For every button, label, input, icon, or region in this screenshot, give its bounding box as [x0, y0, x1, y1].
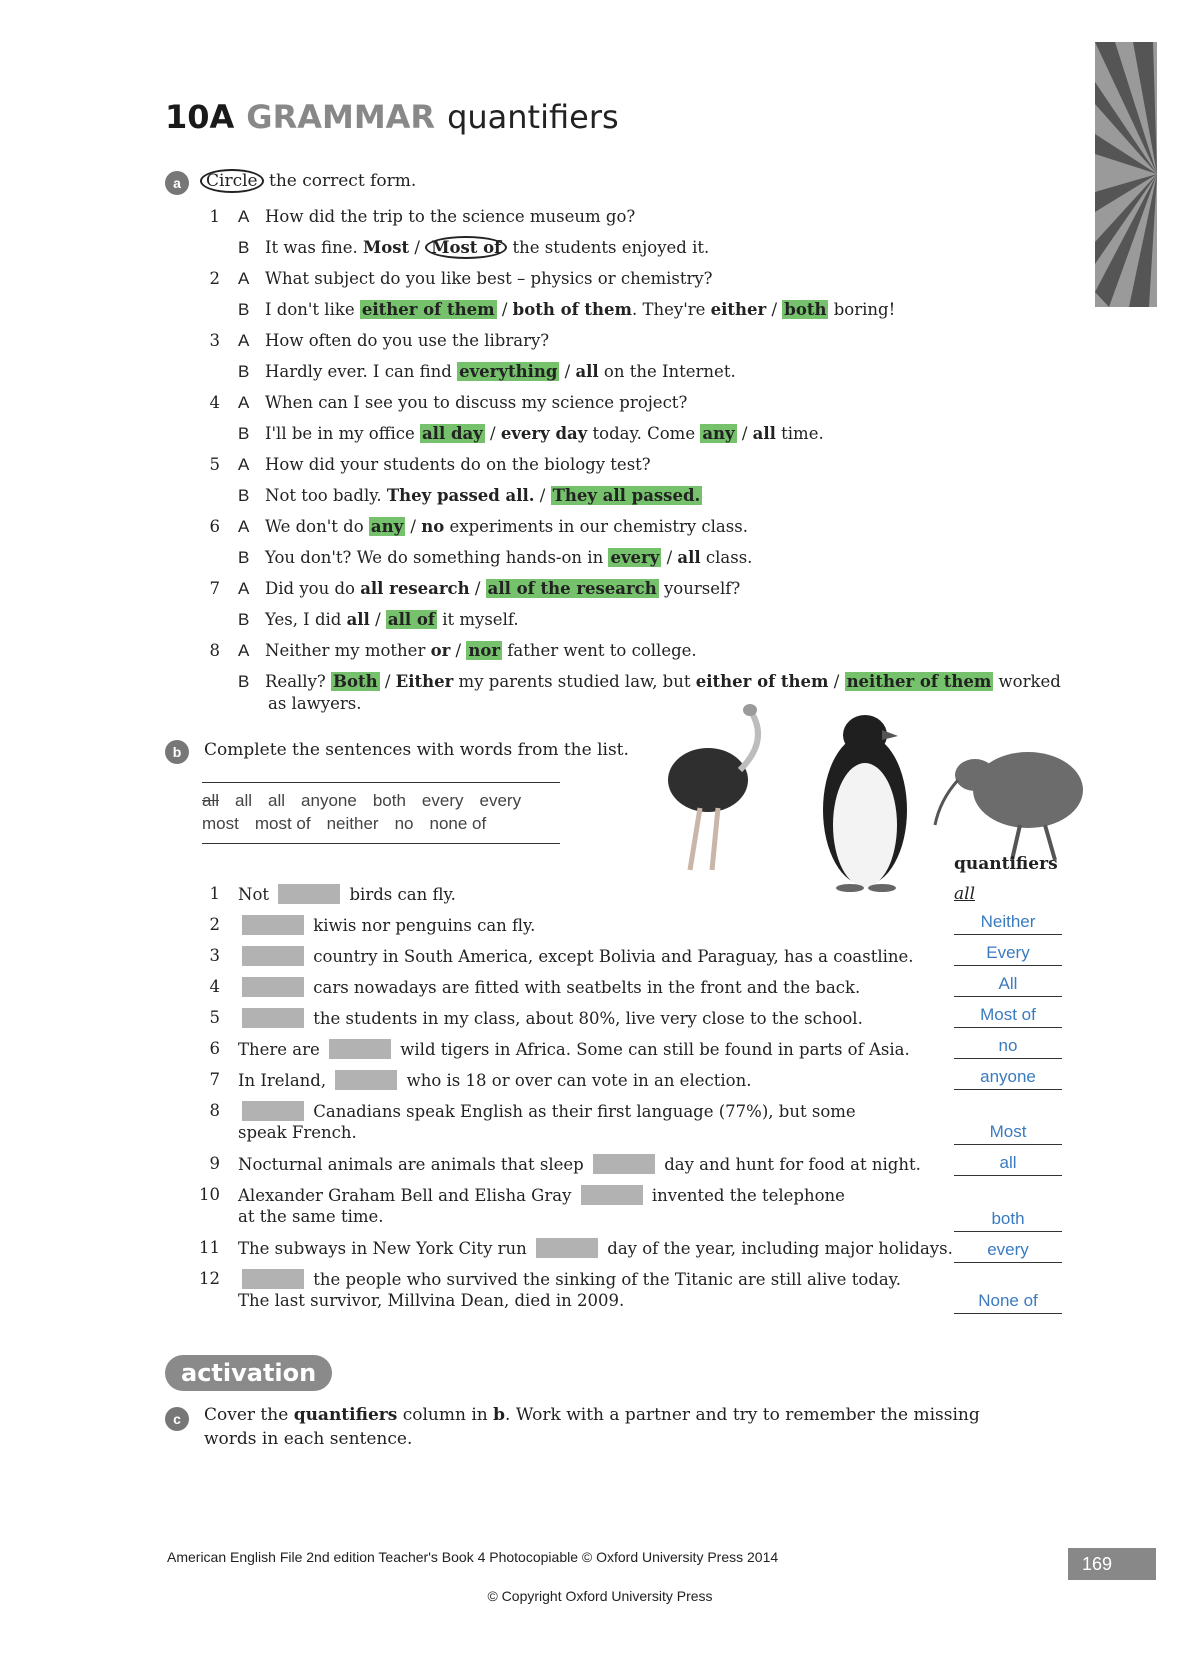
sentence-text: / [766, 300, 783, 319]
blank-gap [581, 1185, 643, 1205]
sentence-text: You don't? We do something hands-on in [265, 548, 609, 567]
exercise-b-badge: b [165, 740, 189, 764]
blank-gap [329, 1039, 391, 1059]
activation-label: activation [165, 1355, 332, 1391]
speaker-b: B [238, 486, 250, 505]
speaker-b: B [238, 672, 250, 691]
blank-gap [242, 946, 304, 966]
sentence-text: worked [993, 672, 1061, 691]
speaker-b: B [238, 362, 250, 381]
sentence-text: country in South America, except Bolivia and Paraguay, has a coastline. [308, 947, 914, 966]
line-b [265, 300, 895, 320]
sentence-text: The subways in New York City run [238, 1239, 533, 1258]
answer-entry: all [954, 1153, 1062, 1176]
sentence-text: who is 18 or over can vote in an election. [401, 1071, 752, 1090]
sentence-text: Not too badly. [265, 486, 387, 505]
sentence-text: my parents studied law, but [453, 672, 696, 691]
blank-gap [242, 977, 304, 997]
answer-entry: no [954, 1036, 1062, 1059]
word-list-item: neither [326, 814, 379, 833]
sentence-text: / [559, 362, 576, 381]
word-list-item: both [372, 791, 406, 810]
highlighted-answer: either of them [361, 300, 495, 319]
line-a: When can I see you to discuss my science project? [265, 393, 688, 412]
sentence-line [238, 1238, 953, 1259]
copyright-notice: © Copyright Oxford University Press [487, 1588, 713, 1604]
sentence-text: column in [397, 1405, 494, 1425]
sentence-text: Really? [265, 672, 331, 691]
option-text: Most [362, 238, 410, 257]
sentence-text: time. [775, 424, 824, 443]
sentence-text: I'll be in my office [265, 424, 420, 443]
blank-gap [242, 915, 304, 935]
sunburst-decoration [1095, 42, 1157, 307]
speaker-b: B [238, 424, 250, 443]
highlighted-answer: all of [387, 610, 435, 629]
answer-entry: All [954, 974, 1062, 997]
speaker-a: A [238, 579, 250, 598]
quantifiers-heading: quantifiers [954, 854, 1058, 874]
sentence-line [238, 1070, 751, 1091]
speaker-a: A [238, 393, 250, 412]
instruction-text: the correct form. [263, 171, 417, 191]
sentence-text: day and hunt for food at night. [658, 1155, 921, 1174]
sentence-text: / [828, 672, 845, 691]
option-text: quantifiers [293, 1405, 398, 1425]
exercise-a-badge: a [165, 171, 189, 195]
sentence-text: invented the telephone [646, 1186, 845, 1205]
option-text: all [575, 362, 599, 381]
line-a [265, 579, 740, 599]
sentence-line [238, 1101, 856, 1122]
sentence-text: Hardly ever. I can find [265, 362, 458, 381]
sentence-text: the people who survived the sinking of the Titanic are still alive today. [308, 1270, 902, 1289]
highlighted-answer: both [784, 300, 827, 319]
word-list-item: all [202, 791, 220, 810]
word-list-item: all [268, 791, 286, 810]
word-list-item: most [202, 814, 239, 833]
line-b [265, 424, 824, 444]
option-text: all [752, 424, 776, 443]
topic-label: quantifiers [447, 98, 619, 136]
option-text: They passed all. [386, 486, 535, 505]
sentence-text: the students in my class, about 80%, live very close to the school. [308, 1009, 863, 1028]
sentence-line [238, 1039, 910, 1060]
line-b [265, 486, 702, 506]
line-a: What subject do you like best – physics or chemistry? [265, 269, 713, 288]
sentence-text: wild tigers in Africa. Some can still be found in parts of Asia. [395, 1040, 910, 1059]
circle-word: Circle [200, 169, 264, 193]
answer-entry: Most [954, 1122, 1062, 1145]
sentence-text: Cover the [204, 1405, 294, 1425]
sentence-text: birds can fly. [344, 885, 456, 904]
sentence-text: It was fine. [265, 238, 363, 257]
kiwi-image [935, 752, 1083, 860]
speaker-a: A [238, 331, 250, 350]
speaker-a: A [238, 455, 250, 474]
word-list-box [202, 782, 560, 844]
sentence-number: 1 [209, 884, 220, 903]
sentence-number: 9 [209, 1154, 220, 1173]
sentence-text: We don't do [265, 517, 369, 536]
answer-entry: Neither [954, 912, 1062, 935]
sentence-text: Did you do [265, 579, 361, 598]
sentence-line [238, 1269, 901, 1290]
sentence-text: In Ireland, [238, 1071, 332, 1090]
sentence-text: Yes, I did [265, 610, 347, 629]
highlighted-answer: everything [459, 362, 558, 381]
line-a: How did your students do on the biology test? [265, 455, 651, 474]
word-list-line-2 [202, 814, 502, 834]
sentence-text: / [736, 424, 753, 443]
circled-answer: Most of [425, 236, 507, 259]
section-label: GRAMMAR [246, 98, 436, 136]
line-b [265, 362, 736, 382]
sentence-text: / [661, 548, 678, 567]
sentence-text: the students enjoyed it. [507, 238, 710, 257]
footer-text: American English File 2nd edition Teacher's Book 4 Photocopiable © Oxford University Press 2014 [167, 1549, 779, 1565]
sentence-text: Not [238, 885, 275, 904]
highlighted-answer: all of the research [487, 579, 657, 598]
highlighted-answer: nor [468, 641, 501, 660]
ostrich-image [668, 704, 758, 870]
blank-gap [593, 1154, 655, 1174]
highlighted-answer: neither of them [846, 672, 992, 691]
sentence-text: today. Come [587, 424, 701, 443]
sentence-number: 6 [209, 1039, 220, 1058]
item-number: 4 [209, 393, 220, 412]
sentence-text: on the Internet. [598, 362, 736, 381]
line-b-continued: as lawyers. [268, 694, 362, 713]
sentence-line [238, 884, 456, 905]
option-text: both of them [512, 300, 632, 319]
speaker-a: A [238, 517, 250, 536]
highlighted-answer: any [702, 424, 735, 443]
sentence-text: father went to college. [502, 641, 697, 660]
exercise-c-instruction-line-2: words in each sentence. [204, 1429, 413, 1449]
sentence-text: I don't like [265, 300, 360, 319]
item-number: 7 [209, 579, 220, 598]
page-number: 169 [1068, 1548, 1156, 1580]
sentence-number: 5 [209, 1008, 220, 1027]
sentence-text: / [369, 610, 386, 629]
word-list-item: no [394, 814, 414, 833]
sentence-line-continued: at the same time. [238, 1207, 384, 1226]
word-list-item: every [479, 791, 522, 810]
option-text: either of them [695, 672, 829, 691]
option-text: or [430, 641, 451, 660]
highlighted-answer: any [370, 517, 404, 536]
sentence-text: / [405, 517, 422, 536]
line-a: How often do you use the library? [265, 331, 550, 350]
option-text: either [710, 300, 767, 319]
line-b [265, 672, 1061, 692]
sentence-text: . Work with a partner and try to remember the missing [505, 1405, 980, 1425]
sentence-text: / [496, 300, 513, 319]
sentence-line-continued: The last survivor, Millvina Dean, died in 2009. [238, 1291, 625, 1310]
sentence-number: 11 [199, 1238, 220, 1257]
sentence-text: cars nowadays are fitted with seatbelts in the front and the back. [308, 978, 861, 997]
option-text: all research [360, 579, 470, 598]
blank-gap [278, 884, 340, 904]
example-answer: all [954, 884, 976, 904]
word-list-item: all [235, 791, 253, 810]
word-list-line-1 [202, 791, 537, 811]
option-text: every day [500, 424, 588, 443]
item-number: 6 [209, 517, 220, 536]
sentence-text: day of the year, including major holidays. [602, 1239, 953, 1258]
item-number: 1 [209, 207, 220, 226]
penguin-image [823, 715, 907, 892]
line-a [265, 517, 748, 537]
item-number: 8 [209, 641, 220, 660]
option-text: all [677, 548, 701, 567]
highlighted-answer: every [610, 548, 660, 567]
blank-gap [242, 1269, 304, 1289]
word-list-item: none of [429, 814, 487, 833]
sentence-line [238, 1154, 921, 1175]
speaker-a: A [238, 207, 250, 226]
sentence-line [238, 1185, 845, 1206]
sentence-line [238, 977, 860, 998]
sentence-text: / [534, 486, 551, 505]
sentence-text: kiwis nor penguins can fly. [308, 916, 536, 935]
sentence-text: / [484, 424, 501, 443]
highlighted-answer: Both [333, 672, 378, 691]
sentence-text: boring! [828, 300, 896, 319]
sentence-number: 7 [209, 1070, 220, 1089]
blank-gap [335, 1070, 397, 1090]
highlighted-answer: They all passed. [552, 486, 701, 505]
sentence-text: . They're [632, 300, 711, 319]
option-text: all [346, 610, 370, 629]
sentence-text: Neither my mother [265, 641, 431, 660]
sentence-line-continued: speak French. [238, 1123, 357, 1142]
word-list-item: every [421, 791, 464, 810]
sentence-line [238, 915, 535, 936]
sentence-text: experiments in our chemistry class. [444, 517, 748, 536]
sentence-line [238, 946, 914, 967]
option-text: b [493, 1405, 506, 1425]
exercise-b-instruction: Complete the sentences with words from the list. [204, 740, 629, 760]
exercise-c-badge: c [165, 1407, 189, 1431]
item-number: 3 [209, 331, 220, 350]
speaker-b: B [238, 300, 250, 319]
option-text: Either [395, 672, 454, 691]
answer-entry: Every [954, 943, 1062, 966]
speaker-b: B [238, 548, 250, 567]
sentence-number: 4 [209, 977, 220, 996]
sentence-text: Canadians speak English as their first language (77%), but some [308, 1102, 856, 1121]
answer-entry: Most of [954, 1005, 1062, 1028]
answer-entry: anyone [954, 1067, 1062, 1090]
sentence-text: Nocturnal animals are animals that sleep [238, 1155, 589, 1174]
line-a: How did the trip to the science museum go? [265, 207, 636, 226]
answer-entry: both [954, 1209, 1062, 1232]
page-title [165, 98, 619, 136]
sentence-text: it myself. [436, 610, 519, 629]
sentence-line [238, 1008, 863, 1029]
unit-code: 10A [165, 98, 235, 136]
answer-entry: None of [954, 1291, 1062, 1314]
sentence-text: Alexander Graham Bell and Elisha Gray [238, 1186, 577, 1205]
blank-gap [242, 1101, 304, 1121]
word-list-item: anyone [301, 791, 357, 810]
speaker-a: A [238, 641, 250, 660]
line-b [265, 548, 752, 568]
answer-entry: every [954, 1240, 1062, 1263]
sentence-number: 3 [209, 946, 220, 965]
sentence-text: / [409, 238, 426, 257]
speaker-b: B [238, 610, 250, 629]
line-b [265, 610, 519, 630]
sentence-text: / [469, 579, 486, 598]
word-list-item: most of [254, 814, 311, 833]
line-a [265, 641, 697, 661]
blank-gap [242, 1008, 304, 1028]
sentence-text: There are [238, 1040, 326, 1059]
sentence-text: / [379, 672, 396, 691]
sentence-number: 12 [199, 1269, 220, 1288]
item-number: 2 [209, 269, 220, 288]
sentence-number: 10 [199, 1185, 220, 1204]
exercise-a-instruction [200, 171, 416, 191]
sentence-number: 8 [209, 1101, 220, 1120]
speaker-b: B [238, 238, 250, 257]
sentence-number: 2 [209, 915, 220, 934]
sentence-text: / [450, 641, 467, 660]
option-text: no [421, 517, 445, 536]
blank-gap [536, 1238, 598, 1258]
speaker-a: A [238, 269, 250, 288]
line-b [265, 238, 709, 258]
item-number: 5 [209, 455, 220, 474]
sentence-text: yourself? [658, 579, 741, 598]
sentence-text: class. [700, 548, 753, 567]
highlighted-answer: all day [421, 424, 483, 443]
exercise-c-instruction [204, 1405, 980, 1425]
